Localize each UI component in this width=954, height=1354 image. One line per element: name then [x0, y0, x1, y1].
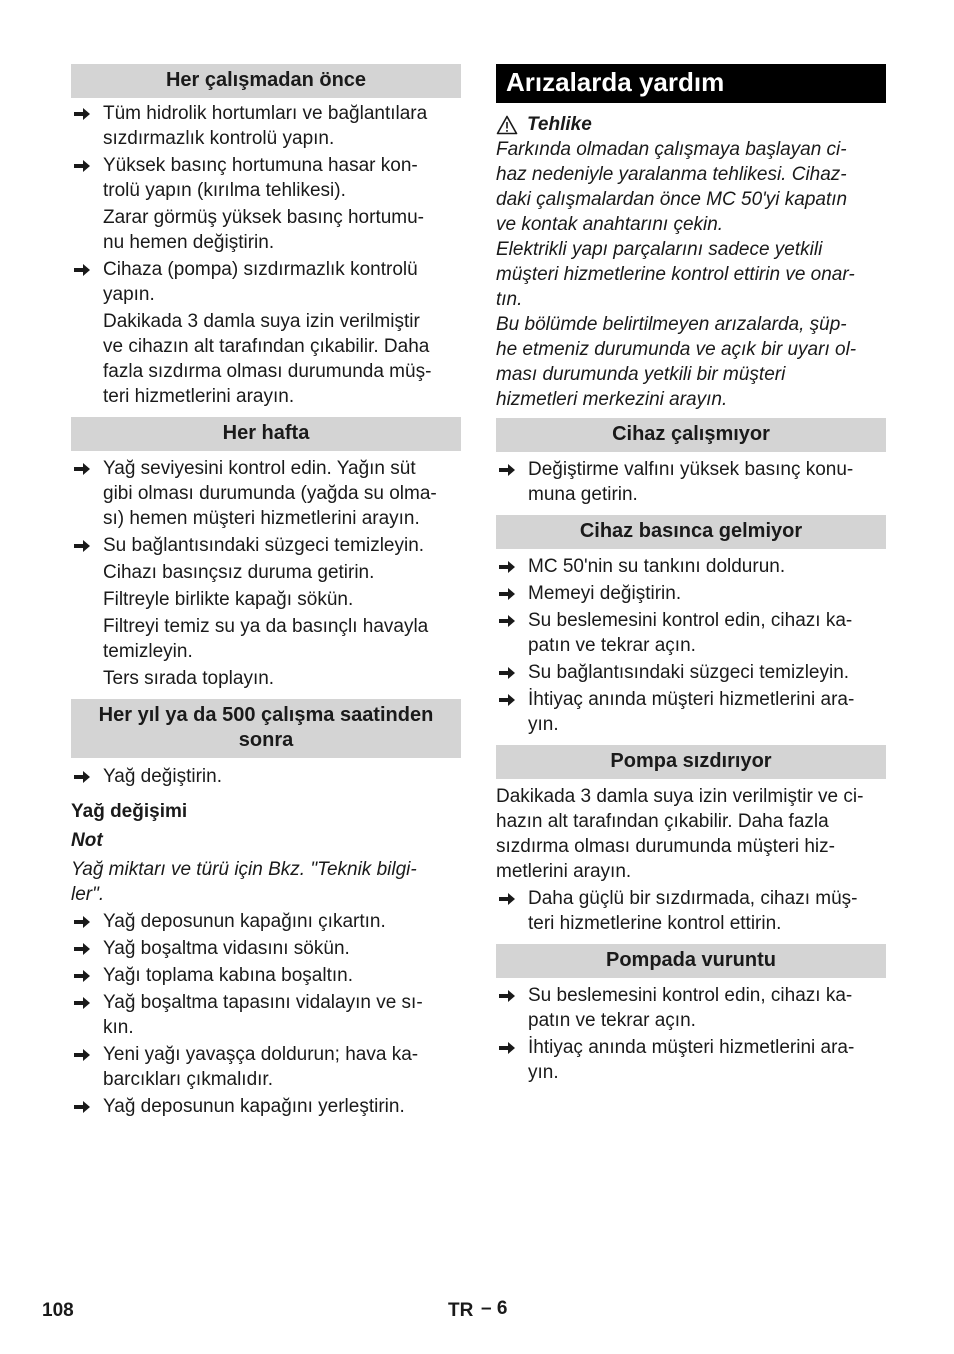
step-text: Memeyi değiştirin.	[528, 583, 682, 604]
step-text: trolü yapın (kırılma tehlikesi).	[103, 180, 346, 201]
step-text: Yağ boşaltma vidasını sökün.	[103, 938, 350, 959]
step-text: yapın.	[103, 284, 155, 305]
warning-line: ve kontak anahtarını çekin.	[496, 214, 724, 235]
right-arrow-icon	[498, 1041, 516, 1055]
step-text: yın.	[528, 1062, 559, 1083]
section-heading-no-pressure: Cihaz basınca gelmiyor	[496, 515, 886, 549]
note-line: Yağ miktarı ve türü için Bkz. "Teknik bilgi-	[71, 859, 417, 880]
right-arrow-icon	[73, 159, 91, 173]
page-title: Arızalarda yardım	[496, 64, 886, 103]
warning-line: Farkında olmadan çalışmaya başlayan ci-	[496, 139, 847, 160]
step-text: Yağı toplama kabına boşaltın.	[103, 965, 353, 986]
step-item	[71, 936, 461, 961]
right-arrow-icon	[498, 614, 516, 628]
step-text: sı) hemen müşteri hizmetlerini arayın.	[103, 508, 420, 529]
step-item	[71, 257, 461, 307]
body-text	[496, 784, 886, 884]
note-text	[71, 857, 461, 907]
warning-line: haz nedeniyle yaralanma tehlikesi. Cihaz-	[496, 164, 847, 185]
step-item	[496, 581, 886, 606]
warning-header	[496, 112, 886, 137]
warning-line: daki çalışmalardan önce MC 50'yi kapatın	[496, 189, 848, 210]
section-heading-pump-knocking: Pompada vuruntu	[496, 944, 886, 978]
step-text: barcıkları çıkmalıdır.	[103, 1069, 273, 1090]
body-line: sızdırma olması durumunda müşteri hiz-	[496, 836, 835, 857]
step-item	[71, 990, 461, 1040]
warning-line: ması durumunda yetkili bir müşteri	[496, 364, 786, 385]
left-column	[71, 64, 461, 1119]
step-item	[71, 963, 461, 988]
body-line: metlerini arayın.	[496, 861, 632, 882]
right-arrow-icon	[73, 263, 91, 277]
body-text: Filtreyi temiz su ya da basınçlı havayla	[103, 616, 429, 637]
step-text: Cihaza (pompa) sızdırmazlık kontrolü	[103, 259, 418, 280]
step-text: Daha güçlü bir sızdırmada, cihazı müş-	[528, 888, 858, 909]
right-arrow-icon	[498, 587, 516, 601]
step-continuation: Filtreyle birlikte kapağı sökün.	[103, 589, 354, 610]
heading-line: sonra	[238, 729, 294, 751]
right-arrow-icon	[73, 942, 91, 956]
section-heading-not-working: Cihaz çalışmıyor	[496, 418, 886, 452]
step-text: Su bağlantısındaki süzgeci temizleyin.	[528, 662, 850, 683]
step-text: Yeni yağı yavaşça doldurun; hava ka-	[103, 1044, 419, 1065]
right-arrow-icon	[498, 892, 516, 906]
warning-line: tın.	[496, 289, 523, 310]
step-item	[71, 909, 461, 934]
step-text: Tüm hidrolik hortumları ve bağlantılara	[103, 103, 428, 124]
body-text: temizleyin.	[103, 641, 193, 662]
step-item	[496, 457, 886, 507]
step-item	[71, 153, 461, 203]
step-text: Yağ deposunun kapağını yerleştirin.	[103, 1096, 405, 1117]
section-heading-yearly	[71, 699, 461, 758]
section-page-number: – 6	[481, 1298, 508, 1319]
body-text: nu hemen değiştirin.	[103, 232, 275, 253]
step-item	[71, 764, 461, 789]
step-text: Su bağlantısındaki süzgeci temizleyin.	[103, 535, 425, 556]
step-text: MC 50'nin su tankını doldurun.	[528, 556, 786, 577]
step-text: Yağ seviyesini kontrol edin. Yağın süt	[103, 458, 416, 479]
right-arrow-icon	[498, 989, 516, 1003]
right-arrow-icon	[73, 107, 91, 121]
step-text: Su beslemesini kontrol edin, cihazı ka-	[528, 610, 853, 631]
note-label: Not	[71, 830, 103, 851]
step-text: yın.	[528, 714, 559, 735]
body-text: fazla sızdırma olması durumunda müş-	[103, 361, 432, 382]
step-item	[71, 101, 461, 151]
warning-line: müşteri hizmetlerine kontrol ettirin ve onar-	[496, 264, 855, 285]
step-text: İhtiyaç anında müşteri hizmetlerini ara-	[528, 689, 855, 710]
right-arrow-icon	[73, 969, 91, 983]
right-arrow-icon	[498, 560, 516, 574]
step-text: teri hizmetlerine kontrol ettirin.	[528, 913, 782, 934]
right-arrow-icon	[498, 693, 516, 707]
step-text: İhtiyaç anında müşteri hizmetlerini ara-	[528, 1037, 855, 1058]
step-text: Su beslemesini kontrol edin, cihazı ka-	[528, 985, 853, 1006]
step-continuation	[71, 205, 461, 255]
right-arrow-icon	[73, 1100, 91, 1114]
step-item	[496, 687, 886, 737]
language-code: TR	[448, 1300, 474, 1321]
right-arrow-icon	[73, 462, 91, 476]
step-item	[496, 886, 886, 936]
section-heading-before-work: Her çalışmadan önce	[71, 64, 461, 98]
section-heading-pump-leaking: Pompa sızdırıyor	[496, 745, 886, 779]
step-item	[496, 1035, 886, 1085]
step-text: Yağ deposunun kapağını çıkartın.	[103, 911, 386, 932]
subheading-oil-change: Yağ değişimi	[71, 801, 188, 822]
page-number: 108	[42, 1300, 74, 1321]
warning-line: hizmetleri merkezini arayın.	[496, 389, 728, 410]
heading-line: Her yıl ya da 500 çalışma saatinden	[98, 704, 434, 726]
step-text: patın ve tekrar açın.	[528, 1010, 696, 1031]
right-arrow-icon	[73, 1048, 91, 1062]
right-arrow-icon	[498, 666, 516, 680]
note-line: ler".	[71, 884, 105, 905]
right-arrow-icon	[73, 915, 91, 929]
warning-triangle-icon	[496, 115, 518, 135]
step-text: patın ve tekrar açın.	[528, 635, 696, 656]
warning-line: Bu bölümde belirtilmeyen arızalarda, şüp-	[496, 314, 847, 335]
step-item	[496, 983, 886, 1033]
warning-line: he etmeniz durumunda ve açık bir uyarı ol-	[496, 339, 857, 360]
body-line: hazın alt tarafından çıkabilir. Daha fazla	[496, 811, 829, 832]
step-text: kın.	[103, 1017, 134, 1038]
step-item	[496, 554, 886, 579]
step-text: muna getirin.	[528, 484, 638, 505]
step-continuation	[71, 309, 461, 409]
section-heading-weekly: Her hafta	[71, 417, 461, 451]
step-item	[496, 660, 886, 685]
body-text: ve cihazın alt tarafından çıkabilir. Daha	[103, 336, 430, 357]
right-arrow-icon	[73, 539, 91, 553]
step-text: Yağ değiştirin.	[103, 766, 222, 787]
step-item	[71, 1094, 461, 1119]
step-continuation: Cihazı basınçsız duruma getirin.	[103, 562, 375, 583]
right-arrow-icon	[498, 463, 516, 477]
warning-line: Elektrikli yapı parçalarını sadece yetkili	[496, 239, 823, 260]
step-text: gibi olması durumunda (yağda su olma-	[103, 483, 437, 504]
right-arrow-icon	[73, 770, 91, 784]
body-text: teri hizmetlerini arayın.	[103, 386, 295, 407]
warning-label: Tehlike	[527, 114, 592, 135]
right-arrow-icon	[73, 996, 91, 1010]
step-continuation: Ters sırada toplayın.	[103, 668, 275, 689]
step-text: sızdırmazlık kontrolü yapın.	[103, 128, 335, 149]
body-text: Dakikada 3 damla suya izin verilmiştir	[103, 311, 420, 332]
step-text: Yüksek basınç hortumuna hasar kon-	[103, 155, 418, 176]
step-continuation	[71, 614, 461, 664]
warning-text	[496, 137, 886, 412]
body-line: Dakikada 3 damla suya izin verilmiştir ve ci-	[496, 786, 864, 807]
step-item	[71, 1042, 461, 1092]
step-text: Yağ boşaltma tapasını vidalayın ve sı-	[103, 992, 423, 1013]
step-item	[71, 456, 461, 531]
step-text: Değiştirme valfını yüksek basınç konu-	[528, 459, 854, 480]
body-text: Zarar görmüş yüksek basınç hortumu-	[103, 207, 425, 228]
step-item	[496, 608, 886, 658]
right-column	[496, 64, 886, 1085]
step-item	[71, 533, 461, 558]
